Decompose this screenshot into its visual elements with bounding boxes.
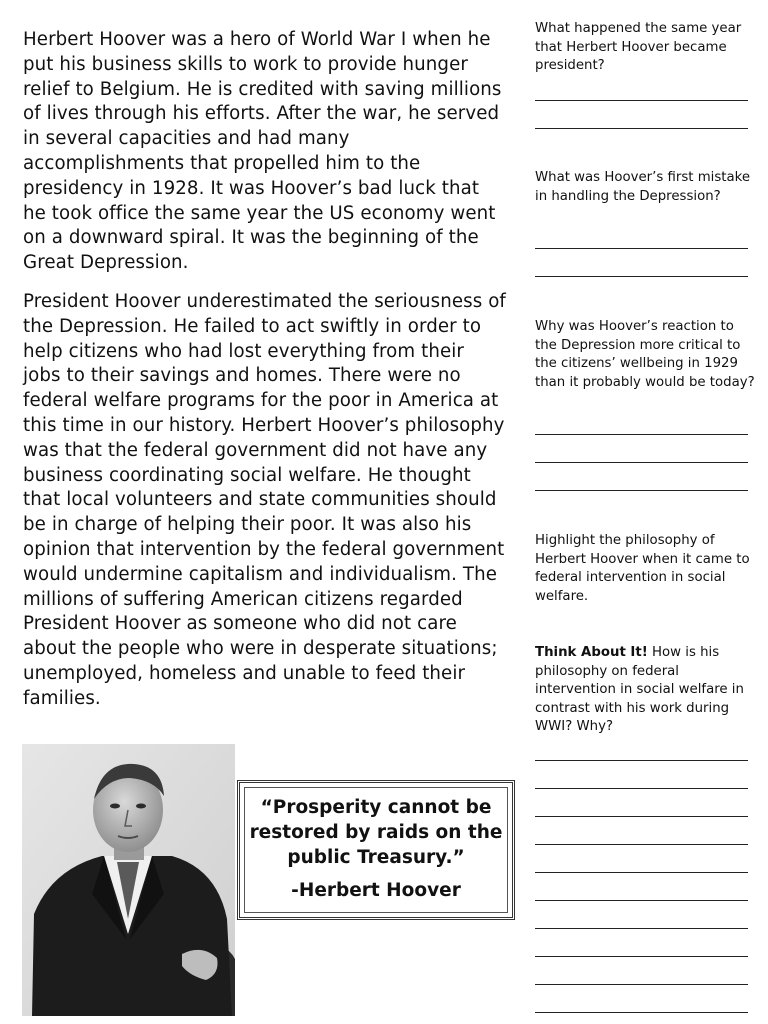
think-about-it-label: Think About It!	[535, 645, 648, 660]
answer-line[interactable]	[535, 788, 748, 789]
answer-line[interactable]	[535, 816, 748, 817]
passage-paragraph-1: Herbert Hoover was a hero of World War I when he put his business skills to work to provide hunger relief to Belgium. He is credited with saving millions of lives through his efforts. After the war, he served in several capacities and had many accomplishments that propelled him to the presidency in 1928. It was Hoover’s bad luck that he took office the same year the US economy went on a downward spiral. It was the beginning of the Great Depression.	[23, 29, 502, 274]
answer-line[interactable]	[535, 100, 748, 101]
answer-line[interactable]	[535, 462, 748, 463]
answer-line[interactable]	[535, 956, 748, 957]
reading-passage	[23, 28, 507, 726]
answer-line[interactable]	[535, 248, 748, 249]
quote-box	[237, 780, 515, 920]
question-1: What happened the same year that Herbert Hoover became president?	[535, 21, 742, 74]
answer-line[interactable]	[535, 844, 748, 845]
answer-line[interactable]	[535, 128, 748, 129]
passage-paragraph-2: President Hoover underestimated the seriousness of the Depression. He failed to act swiftly in order to help citizens who had lost everything from their jobs to their savings and homes. There were no federal welfare programs for the poor in America at this time in our history. Herbert Hoover’s philosophy was that the federal government did not have any business coordinating social welfare. He thought that local volunteers and state communities should be in charge of helping their poor. It was also his opinion that intervention by the federal government would undermine capitalism and individualism. The millions of suffering American citizens regarded President Hoover as someone who did not care about the people who were in desperate situations; unemployed, homeless and unable to feed their families.	[23, 290, 506, 709]
question-5	[535, 644, 755, 737]
question-4: Highlight the philosophy of Herbert Hoover when it came to federal intervention in social welfare.	[535, 533, 750, 604]
answer-line[interactable]	[535, 900, 748, 901]
hoover-portrait-photo	[22, 744, 235, 1016]
answer-line[interactable]	[535, 872, 748, 873]
answer-line[interactable]	[535, 1012, 748, 1013]
quote-text: “Prosperity cannot be restored by raids on the public Treasury.”	[249, 797, 503, 868]
answer-line[interactable]	[535, 276, 748, 277]
answer-line[interactable]	[535, 760, 748, 761]
question-5-text: How is his philosophy on federal intervention in social welfare in contrast with his work during WWI? Why?	[535, 645, 744, 735]
quote-author: -Herbert Hoover	[291, 880, 461, 901]
answer-line[interactable]	[535, 984, 748, 985]
answer-line[interactable]	[535, 434, 748, 435]
answer-line[interactable]	[535, 928, 748, 929]
question-3: Why was Hoover’s reaction to the Depression more critical to the citizens’ wellbeing in 1929 than it probably would be today?	[535, 319, 755, 390]
question-2: What was Hoover’s first mistake in handling the Depression?	[535, 170, 751, 204]
answer-line[interactable]	[535, 490, 748, 491]
